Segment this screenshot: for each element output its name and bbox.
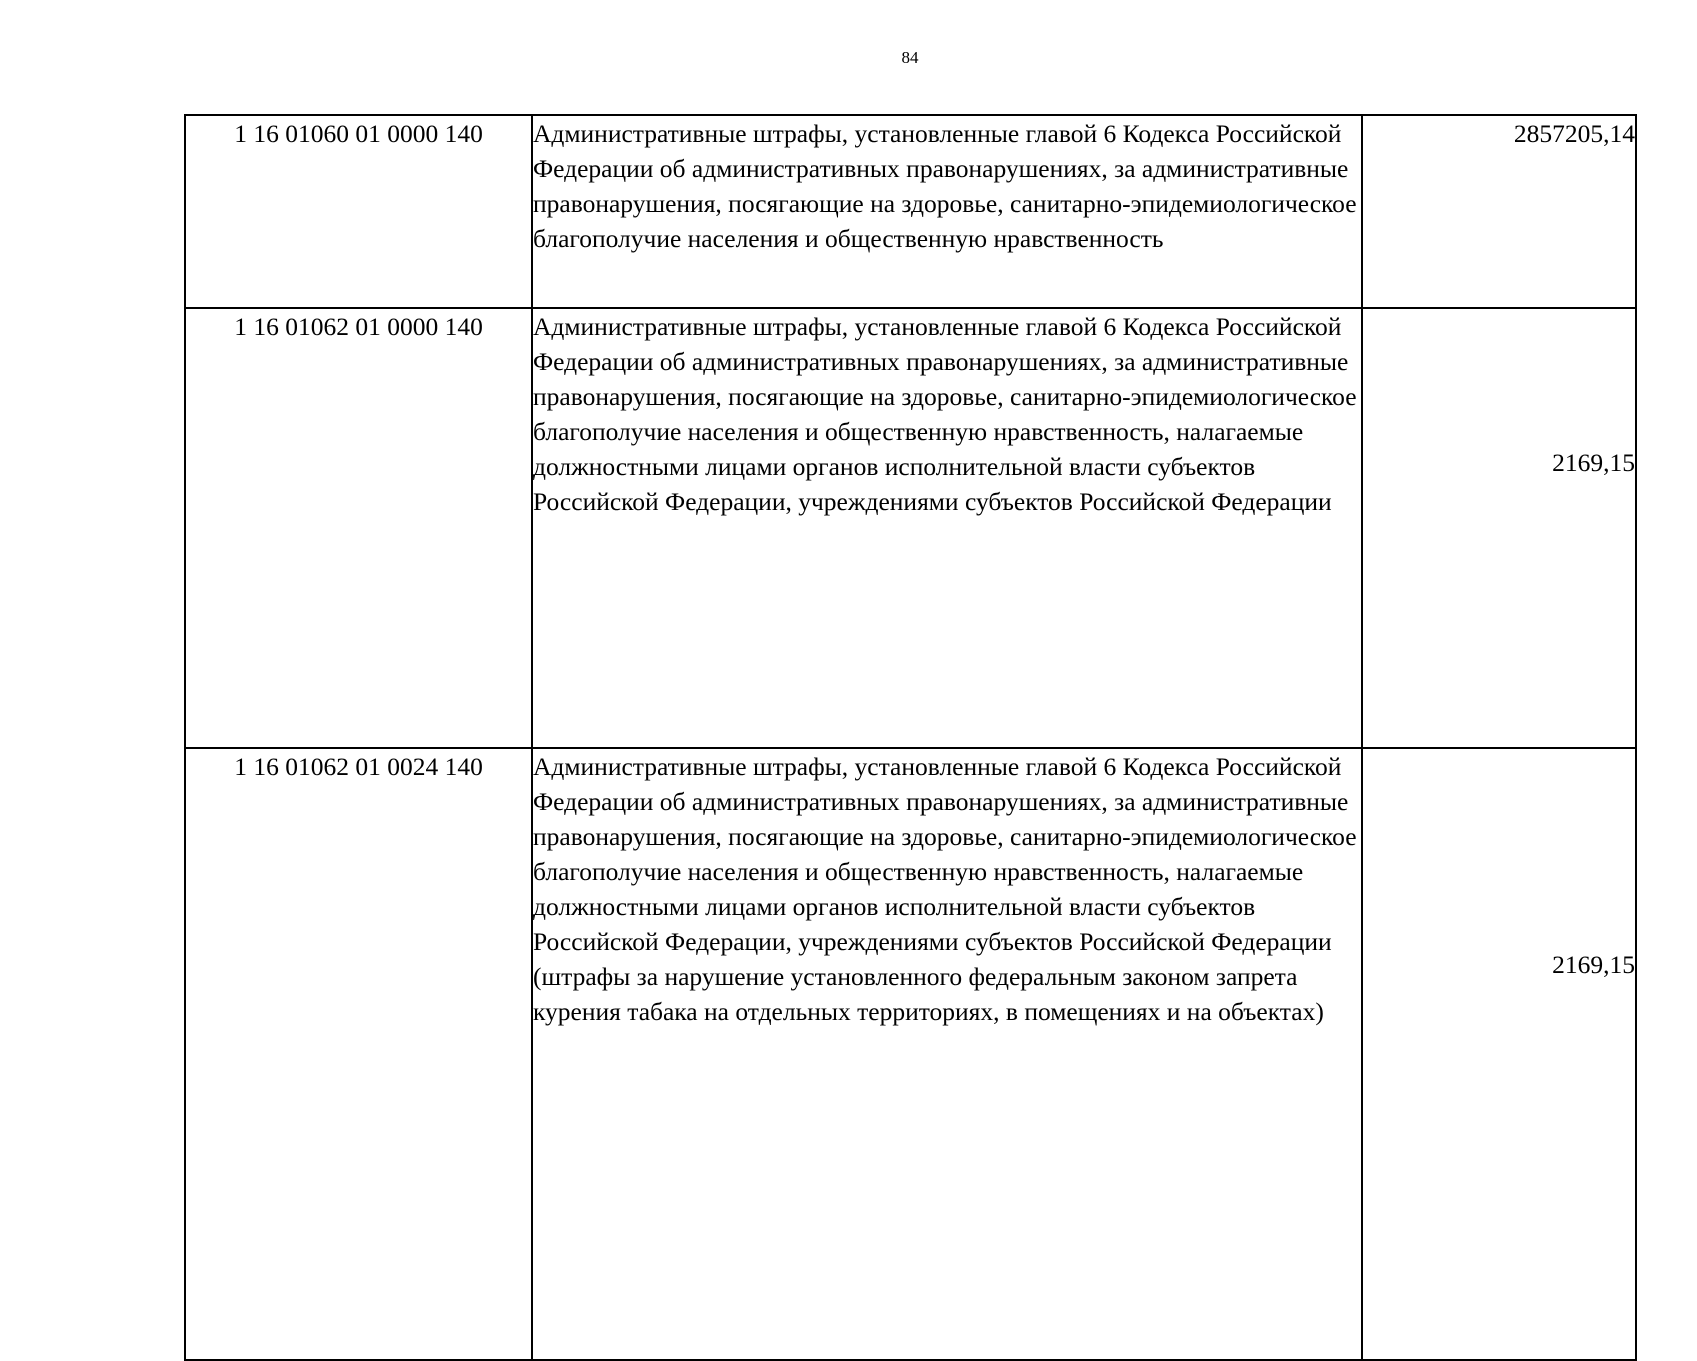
table-row xyxy=(185,115,1636,308)
revenue-description-cell: Административные штрафы, установленные главой 6 Кодекса Российской Федерации об административных правонарушениях, за административные правонарушения, посягающие на здоровье, санитарно-эпидемиологическое благополучие населения и общественную нравственность, налагаемые должностными лицами органов исполнительной власти субъектов Российской Федерации, учреждениями субъектов Российской Федерации xyxy=(532,308,1362,748)
revenue-amount-cell: 2169,15 xyxy=(1362,748,1636,1360)
revenue-code: 1 16 01062 01 0024 140 xyxy=(234,752,483,781)
revenue-code-cell xyxy=(185,748,532,1360)
budget-revenue-table xyxy=(184,114,1637,1361)
revenue-code-cell xyxy=(185,115,532,308)
page-number: 84 xyxy=(901,48,919,67)
revenue-code: 1 16 01062 01 0000 140 xyxy=(234,312,483,341)
revenue-code-cell xyxy=(185,308,532,748)
table-row xyxy=(185,308,1636,748)
revenue-amount-cell: 2169,15 xyxy=(1362,308,1636,748)
revenue-description-cell: Административные штрафы, установленные главой 6 Кодекса Российской Федерации об административных правонарушениях, за административные правонарушения, посягающие на здоровье, санитарно-эпидемиологическое благополучие населения и общественную нравственность xyxy=(532,115,1362,308)
revenue-amount-cell: 2857205,14 xyxy=(1362,115,1636,308)
revenue-description-cell: Административные штрафы, установленные главой 6 Кодекса Российской Федерации об административных правонарушениях, за административные правонарушения, посягающие на здоровье, санитарно-эпидемиологическое благополучие населения и общественную нравственность, налагаемые должностными лицами органов исполнительной власти субъектов Российской Федерации, учреждениями субъектов Российской Федерации (штрафы за нарушение установленного федеральным законом запрета курения табака на отдельных территориях, в помещениях и на объектах) xyxy=(532,748,1362,1360)
revenue-code: 1 16 01060 01 0000 140 xyxy=(234,119,483,148)
table-row xyxy=(185,748,1636,1360)
